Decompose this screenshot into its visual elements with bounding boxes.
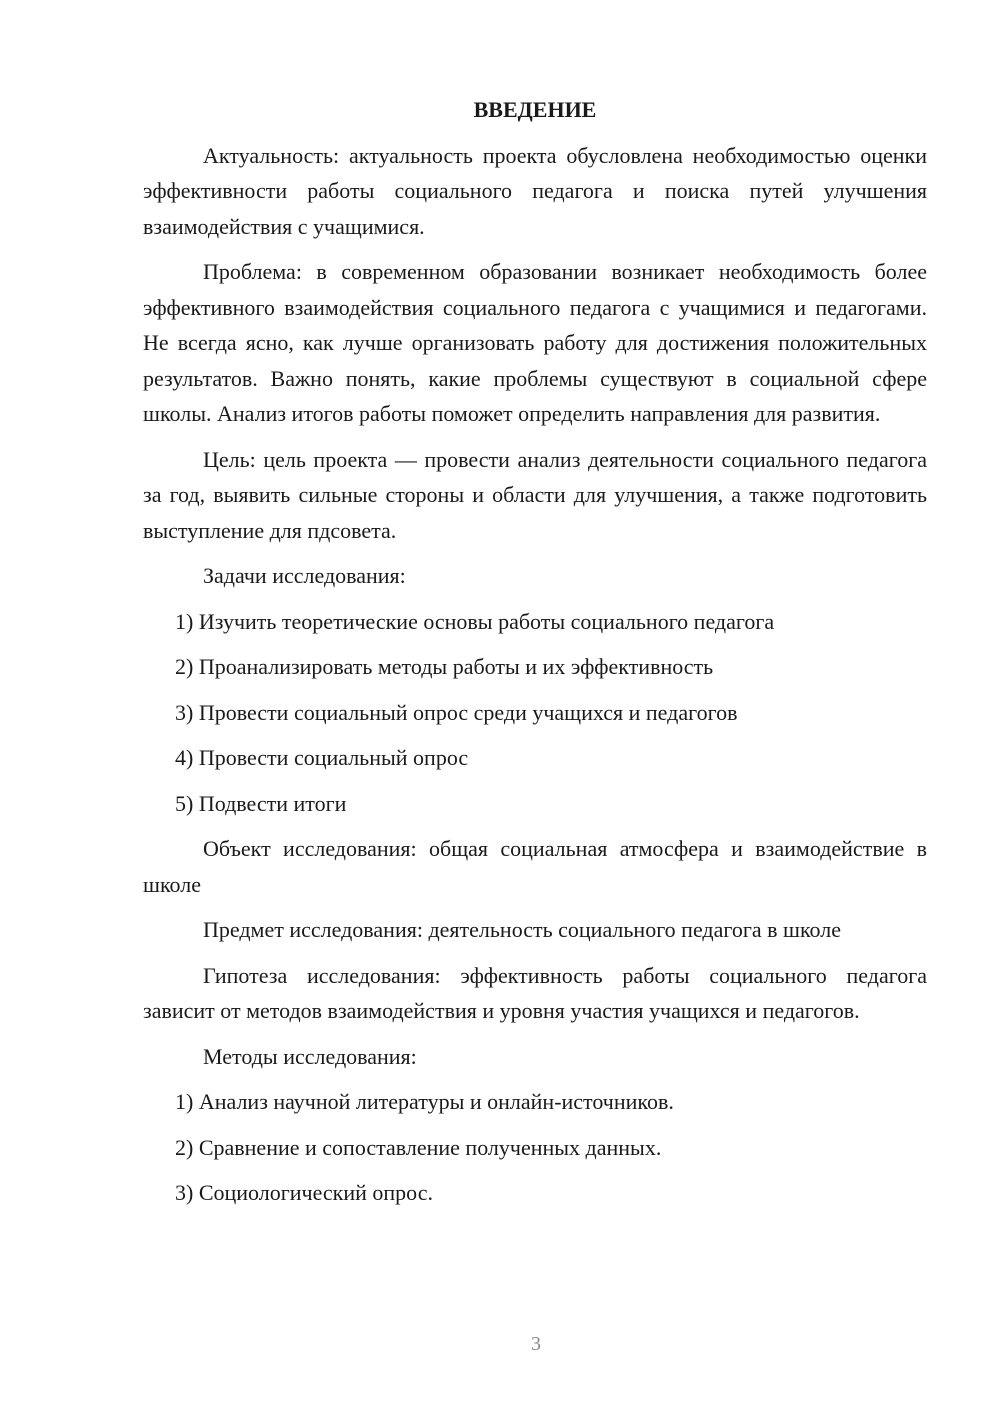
goal-paragraph: Цель: цель проекта — провести анализ деятельности социального педагога за год, выявить сильные стороны и области для улучшения, а также подготовить выступление для пдсовета. [143,446,927,543]
methods-list [143,1084,927,1211]
method-item: 1) Анализ научной литературы и онлайн-источников. [175,1089,674,1114]
tasks-list [143,604,927,822]
page-content [143,92,927,1221]
task-item: 2) Проанализировать методы работы и их эффективность [175,654,714,679]
tasks-heading: Задачи исследования: [203,563,406,588]
task-item: 5) Подвести итоги [175,790,347,816]
method-item: 3) Социологический опрос. [175,1180,433,1205]
task-item: 4) Провести социальный опрос [175,745,469,770]
method-item: 2) Сравнение и сопоставление полученных данных. [175,1134,662,1160]
object-paragraph: Объект исследования: общая социальная атмосфера и взаимодействие в школе [143,836,927,897]
subject-paragraph: Предмет исследования: деятельность социального педагога в школе [203,917,841,942]
relevance-paragraph: Актуальность: актуальность проекта обусловлена необходимостью оценки эффективности работы социального педагога и поиска путей улучшения взаимодействия с учащимися. [143,142,927,239]
task-item: 1) Изучить теоретические основы работы социального педагога [175,608,775,634]
methods-heading: Методы исследования: [203,1043,417,1069]
page-title: ВВЕДЕНИЕ [473,97,597,122]
problem-paragraph: Проблема: в современном образовании возникает необходимость более эффективного взаимодействия социального педагога с учащимися и педагогами. Не всегда ясно, как лучше организовать работу для достижения положительных результатов. Важно понять, какие проблемы существуют в социальной сфере школы. Анализ итогов работы поможет определить направления для развития. [143,259,927,426]
page-number: 3 [531,1333,541,1355]
task-item: 3) Провести социальный опрос среди учащихся и педагогов [175,699,738,725]
hypothesis-paragraph: Гипотеза исследования: эффективность работы социального педагога зависит от методов взаимодействия и уровня участия учащихся и педагогов. [143,962,927,1023]
